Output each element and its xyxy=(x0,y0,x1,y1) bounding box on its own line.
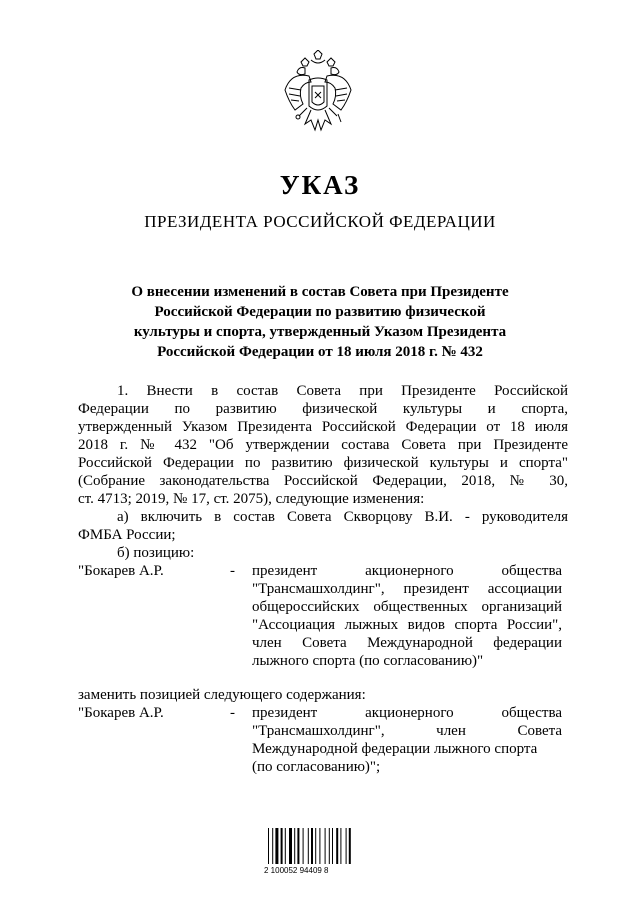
entry-description xyxy=(252,704,562,776)
position-entry-old xyxy=(78,562,568,670)
heading-line: Российской Федерации по развитию физической xyxy=(154,304,486,320)
description-line: президент акционерного общества xyxy=(252,705,562,721)
description-line: "Трансмашхолдинг", президент ассоциации xyxy=(252,581,562,597)
entry-name: "Бокарев А.Р. xyxy=(78,705,164,721)
document-title: УКАЗ xyxy=(279,170,361,200)
document-subtitle: ПРЕЗИДЕНТА РОССИЙСКОЙ ФЕДЕРАЦИИ xyxy=(144,212,496,231)
barcode-number: 2 100052 94409 8 xyxy=(264,866,329,875)
entry-dash: - xyxy=(230,563,235,579)
description-line: (по согласованию)"; xyxy=(252,759,381,775)
heading-line: Российской Федерации от 18 июля 2018 г. № 432 xyxy=(157,344,483,360)
paragraph-line: Российской Федерации по развитию физической культуры и спорта" xyxy=(78,455,568,471)
paragraph-line: утвержденный Указом Президента Российской Федерации от 18 июля xyxy=(78,419,568,435)
description-line: общероссийских общественных организаций xyxy=(252,599,562,615)
paragraph-line: Федерации по развитию физической культуры и спорта, xyxy=(78,401,568,417)
heading-line: О внесении изменений в состав Совета при Президенте xyxy=(131,284,509,300)
replace-label: заменить позицией следующего содержания: xyxy=(78,687,366,703)
item-line: ФМБА России; xyxy=(78,527,176,543)
entry-dash: - xyxy=(230,705,235,721)
paragraph-line: 2018 г. № 432 "Об утверждении состава Совета при Президенте xyxy=(78,437,568,453)
heading-line: культуры и спорта, утвержденный Указом Президента xyxy=(133,324,507,340)
description-line: "Трансмашхолдинг", член Совета xyxy=(252,723,562,739)
paragraph-1 xyxy=(78,382,568,508)
description-line: лыжного спорта (по согласованию)" xyxy=(252,653,484,669)
coat-of-arms-icon xyxy=(281,50,355,138)
description-line: Международной федерации лыжного спорта xyxy=(252,741,538,757)
entry-description xyxy=(252,562,562,670)
paragraph-line: ст. 4713; 2019, № 17, ст. 2075), следующие изменения: xyxy=(78,491,425,507)
paragraph-line: 1. Внести в состав Совета при Президенте Российской xyxy=(117,383,568,399)
item-a xyxy=(78,508,568,544)
item-b-label: б) позицию: xyxy=(117,545,195,561)
decree-heading xyxy=(90,282,550,362)
entry-name: "Бокарев А.Р. xyxy=(78,563,164,579)
item-line: а) включить в состав Совета Скворцову В.И. - руководителя xyxy=(117,509,568,525)
description-line: президент акционерного общества xyxy=(252,563,562,579)
description-line: "Ассоциация лыжных видов спорта России", xyxy=(252,617,562,633)
decree-body xyxy=(78,382,568,776)
paragraph-line: (Собрание законодательства Российской Федерации, 2018, № 30, xyxy=(78,473,568,489)
description-line: член Совета Международной федерации xyxy=(252,635,562,651)
position-entry-new xyxy=(78,704,568,776)
